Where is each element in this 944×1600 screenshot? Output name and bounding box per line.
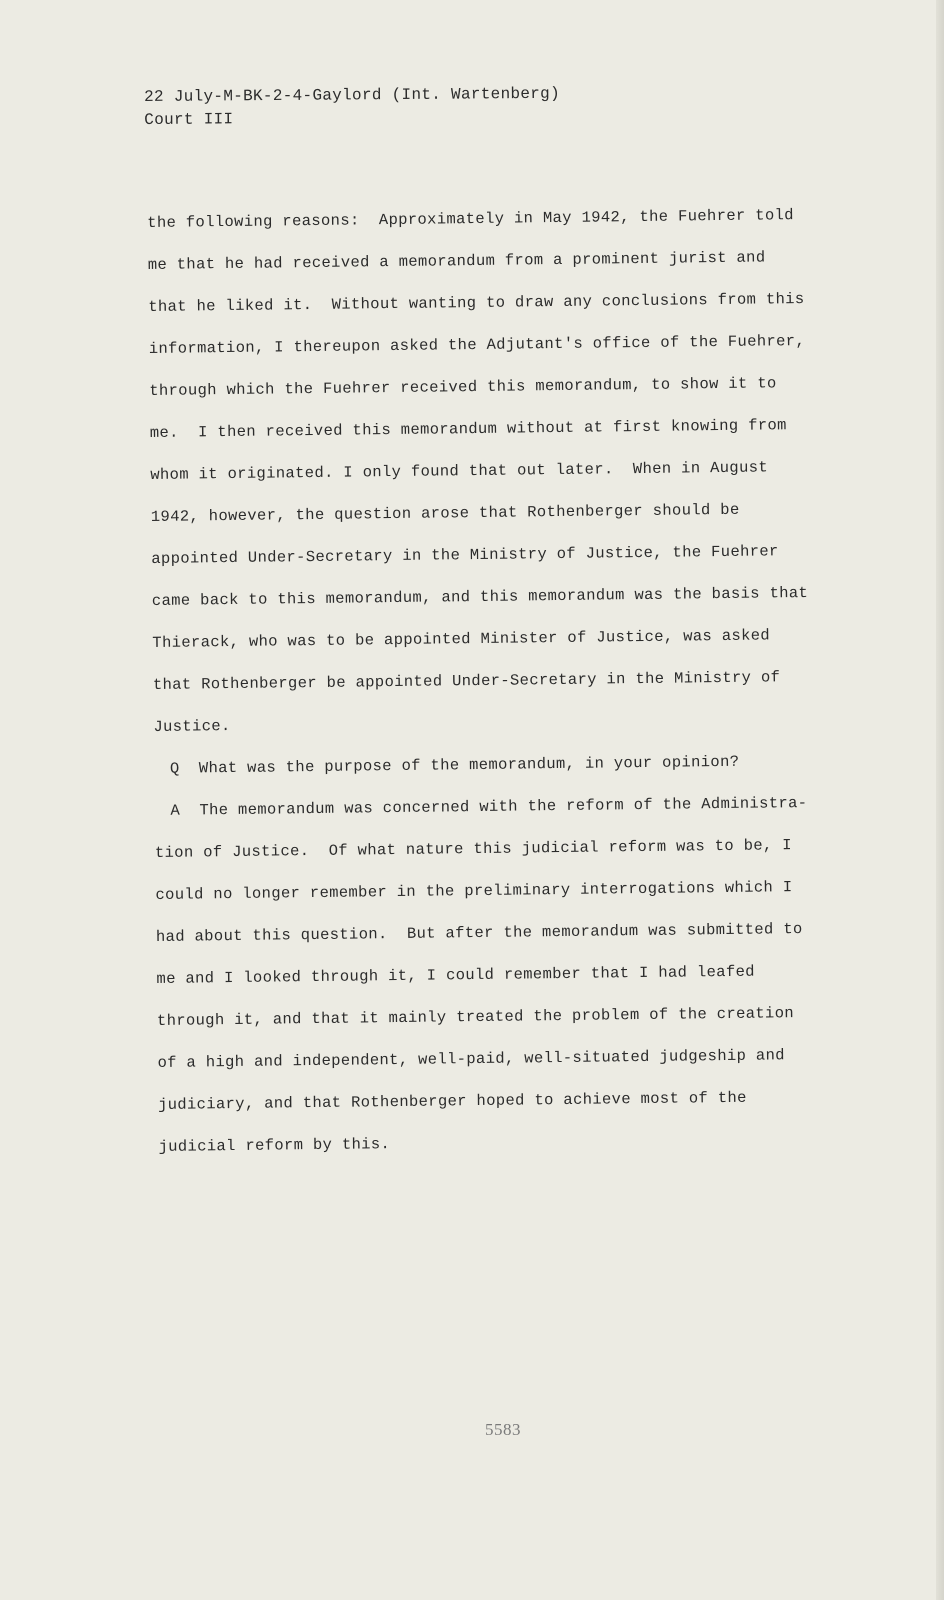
text-line: me. I then received this memorandum without at first knowing from <box>149 416 787 442</box>
text-line: through which the Fuehrer received this memorandum, to show it to <box>149 374 777 400</box>
text-line: came back to this memorandum, and this memorandum was the basis that <box>151 583 809 610</box>
text-line: through it, and that it mainly treated the problem of the creation <box>156 1004 795 1030</box>
page-edge <box>936 0 944 1600</box>
transcript-body <box>147 193 874 1168</box>
text-line: could no longer remember in the preliminary interrogations which I <box>155 878 793 904</box>
text-line: Thierack, who was to be appointed Minister of Justice, was asked <box>152 626 771 652</box>
text-line: had about this question. But after the memorandum was submitted to <box>155 920 803 946</box>
text-line: of a high and independent, well-paid, well-situated judgeship and <box>157 1046 785 1072</box>
text-line: information, I thereupon asked the Adjutant's office of the Fuehrer, <box>148 331 806 358</box>
header-court-line: Court III <box>144 110 234 129</box>
question-line: Q What was the purpose of the memorandum, in your opinion? <box>169 752 740 778</box>
page-number: 5583 <box>485 1420 521 1439</box>
header-session-line: 22 July-M-BK-2-4-Gaylord (Int. Wartenberg) <box>144 84 561 106</box>
text-line: 1942, however, the question arose that Rothenberger should be <box>150 500 740 526</box>
text-line: appointed Under-Secretary in the Ministry of Justice, the Fuehrer <box>151 542 779 568</box>
text-line: me that he had received a memorandum from a prominent jurist and <box>147 248 766 274</box>
text-line: that Rothenberger be appointed Under-Secretary in the Ministry of <box>152 668 781 694</box>
text-line: judicial reform by this. <box>158 1135 391 1156</box>
document-header <box>144 83 560 132</box>
answer-line: A The memorandum was concerned with the reform of the Administra- <box>170 793 808 820</box>
text-line: me and I looked through it, I could remember that I had leafed <box>156 962 755 988</box>
text-line: Justice. <box>153 717 231 736</box>
text-line: the following reasons: Approximately in May 1942, the Fuehrer told <box>147 206 794 232</box>
text-line: whom it originated. I only found that out later. When in August <box>150 458 769 484</box>
text-line: tion of Justice. Of what nature this judicial reform was to be, I <box>154 836 793 862</box>
text-line: judiciary, and that Rothenberger hoped to achieve most of the <box>157 1088 747 1114</box>
text-line: that he liked it. Without wanting to draw any conclusions from this <box>148 289 805 316</box>
